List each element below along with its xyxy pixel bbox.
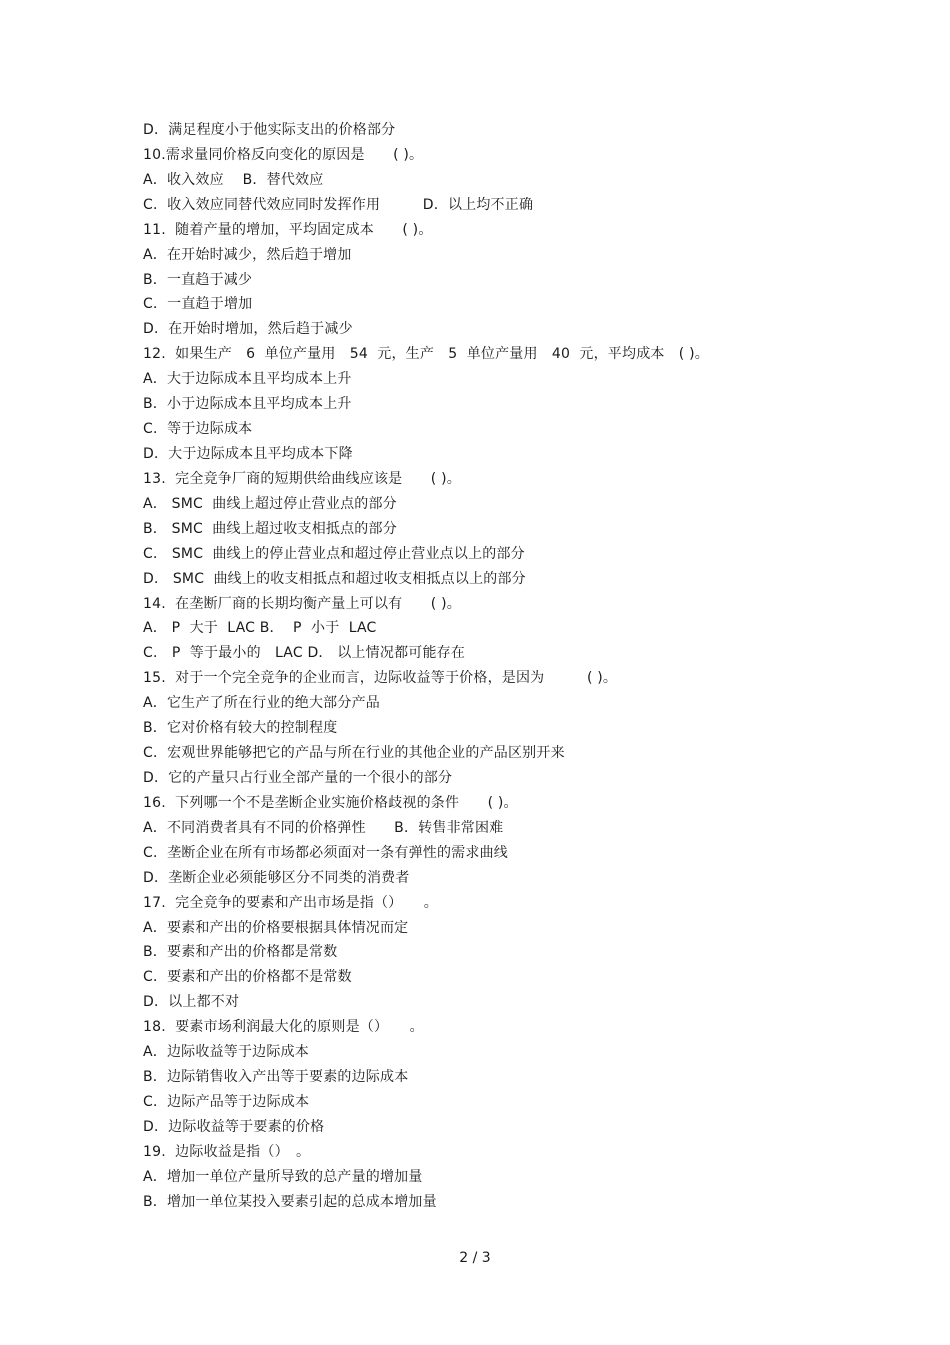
text-line: C． P 等于最小的 LAC D． 以上情况都可能存在 (143, 645, 466, 662)
text-line: C．收入效应同替代效应同时发挥作用 D．以上均不正确 (143, 196, 534, 213)
text-line: B．边际销售收入产出等于要素的边际成本 (143, 1069, 409, 1086)
text-line: C．边际产品等于边际成本 (143, 1093, 310, 1110)
text-line: 16. 下列哪一个不是垄断企业实施价格歧视的条件 ( )。 (143, 794, 518, 811)
text-line: C．垄断企业在所有市场都必须面对一条有弹性的需求曲线 (143, 844, 508, 861)
text-line: A．大于边际成本且平均成本上升 (143, 371, 352, 388)
text-line: D．满足程度小于他实际支出的价格部分 (143, 122, 396, 138)
text-line: D．边际收益等于要素的价格 (143, 1118, 325, 1135)
text-line: C． SMC 曲线上的停止营业点和超过停止营业点以上的部分 (143, 545, 525, 562)
text-line: B． SMC 曲线上超过收支相抵点的部分 (143, 520, 397, 537)
text-line: C．要素和产出的价格都不是常数 (143, 969, 352, 986)
text-line: A．在开始时减少，然后趋于增加 (143, 246, 352, 263)
text-line: D．在开始时增加，然后趋于减少 (143, 321, 353, 338)
text-line: 10.需求量同价格反向变化的原因是 ( )。 (143, 146, 424, 163)
page-number: 2 / 3 (459, 1250, 491, 1266)
text-line: A． P 大于 LAC B． P 小于 LAC (143, 620, 377, 637)
text-line: A．收入效应 B．替代效应 (143, 171, 324, 188)
text-line: 19. 边际收益是指（） 。 (143, 1143, 311, 1160)
question-text-block (143, 118, 863, 1215)
text-line: B．增加一单位某投入要素引起的总成本增加量 (143, 1193, 437, 1210)
text-line: A．它生产了所在行业的绝大部分产品 (143, 695, 380, 712)
text-line: D．大于边际成本且平均成本下降 (143, 445, 353, 462)
text-line: A．增加一单位产量所导致的总产量的增加量 (143, 1168, 423, 1185)
text-line: C．宏观世界能够把它的产品与所在行业的其他企业的产品区别开来 (143, 745, 565, 762)
text-line: A．不同消费者具有不同的价格弹性 B．转售非常困难 (143, 819, 504, 836)
text-line: A． SMC 曲线上超过停止营业点的部分 (143, 495, 397, 512)
text-line: 12. 如果生产 6 单位产量用 54 元，生产 5 单位产量用 40 元，平均成本 ( )。 (143, 346, 709, 363)
text-line: B．小于边际成本且平均成本上升 (143, 396, 352, 413)
text-line: 13. 完全竞争厂商的短期供给曲线应该是 ( )。 (143, 470, 461, 487)
text-line: 18. 要素市场利润最大化的原则是（） 。 (143, 1019, 424, 1036)
text-line: B．一直趋于减少 (143, 271, 253, 288)
text-line: D．它的产量只占行业全部产量的一个很小的部分 (143, 769, 453, 786)
text-line: D．以上都不对 (143, 994, 240, 1011)
text-line: D．垄断企业必须能够区分不同类的消费者 (143, 869, 410, 886)
text-line: 17. 完全竞争的要素和产出市场是指（） 。 (143, 894, 438, 911)
text-line: B．要素和产出的价格都是常数 (143, 944, 338, 961)
text-line: B．它对价格有较大的控制程度 (143, 720, 338, 737)
text-line: 15. 对于一个完全竞争的企业而言，边际收益等于价格，是因为 ( )。 (143, 670, 618, 687)
text-line: 14. 在垄断厂商的长期均衡产量上可以有 ( )。 (143, 595, 461, 612)
text-line: C．等于边际成本 (143, 421, 253, 438)
text-line: A．要素和产出的价格要根据具体情况而定 (143, 919, 409, 936)
text-line: A．边际收益等于边际成本 (143, 1044, 309, 1061)
text-line: D． SMC 曲线上的收支相抵点和超过收支相抵点以上的部分 (143, 570, 526, 587)
text-line: 11. 随着产量的增加，平均固定成本 ( )。 (143, 221, 433, 238)
text-line: C．一直趋于增加 (143, 296, 253, 313)
